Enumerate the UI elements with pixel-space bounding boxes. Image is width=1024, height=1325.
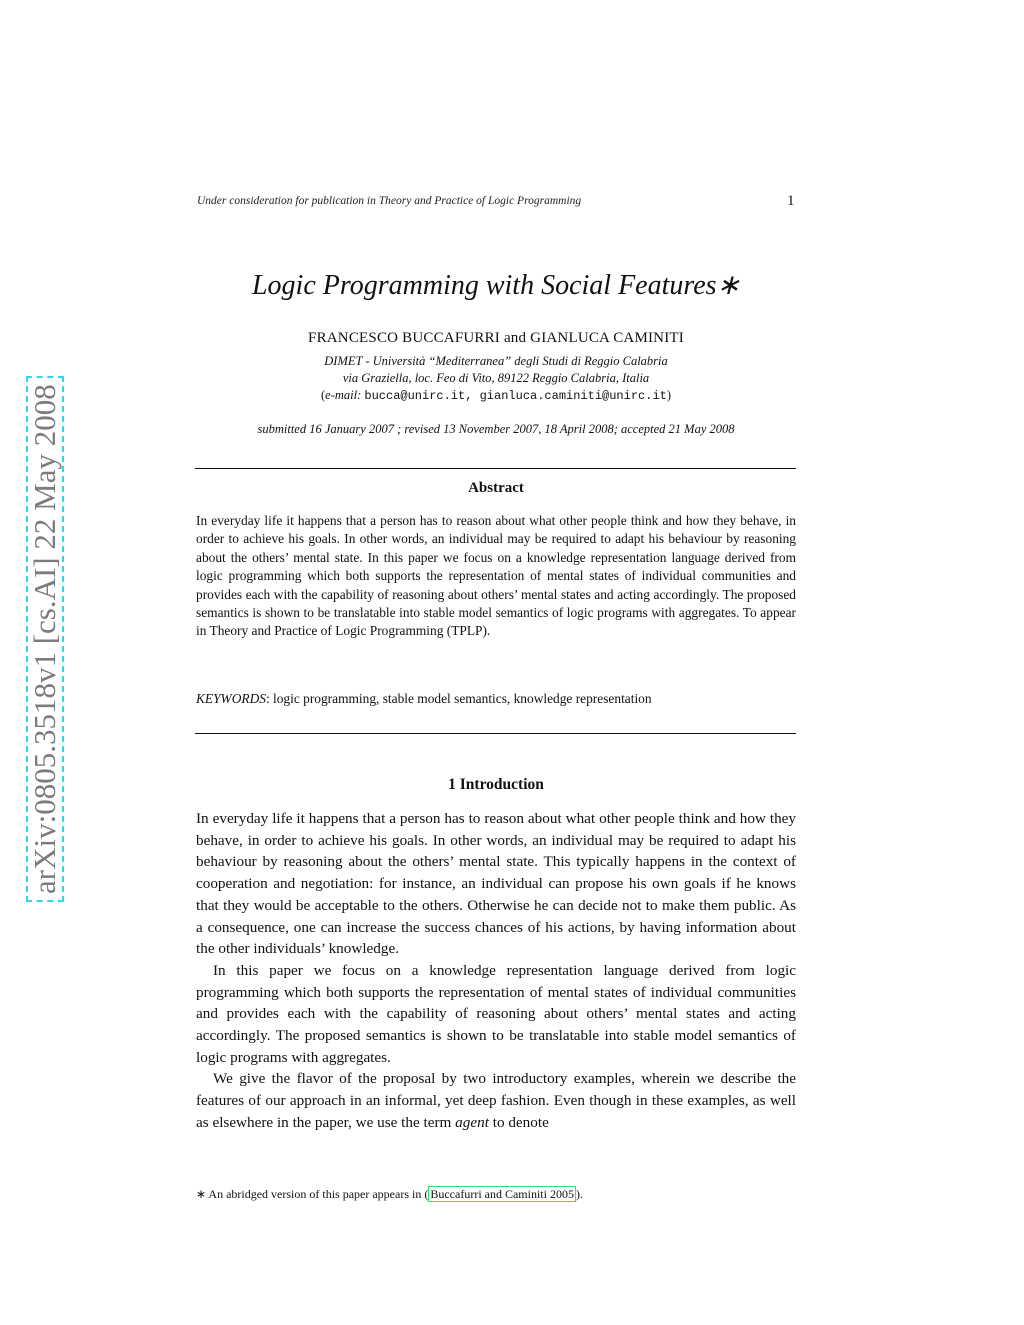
arxiv-stamp-link[interactable]: arXiv:0805.3518v1 [cs.AI] 22 May 2008 bbox=[26, 376, 64, 902]
page-number: 1 bbox=[787, 193, 795, 209]
paragraph-3-tail: to denote bbox=[488, 1113, 549, 1131]
keywords-list: : logic programming, stable model semantics, knowledge representation bbox=[265, 691, 652, 706]
term-agent: agent bbox=[455, 1113, 489, 1131]
citation-link[interactable]: Buccafurri and Caminiti 2005 bbox=[430, 1187, 574, 1201]
abstract-text: In everyday life it happens that a person has to reason about what other people think and how they behave, in order to achieve his goals. In other words, an individual may be required to adapt his behaviour by reasoning about the others’ mental state. In this paper we focus on a knowledge representation language derived from logic programming which both supports the representation of mental states of individual communities and provides each with the capability of reasoning about others’ mental states and acting accordingly. The proposed semantics is shown to be translatable into stable model semantics of logic programs with aggregates. To appear in Theory and Practice of Logic Programming (TPLP). bbox=[196, 513, 796, 639]
authors: FRANCESCO BUCCAFURRI and GIANLUCA CAMINITI bbox=[308, 330, 684, 346]
abstract-top-rule bbox=[195, 468, 796, 469]
affiliation-email: (e-mail: bucca@unirc.it, gianluca.caminiti@unirc.it) bbox=[320, 388, 672, 403]
affiliation-line-1: DIMET - Università “Mediterranea” degli Studi di Reggio Calabria bbox=[324, 354, 668, 368]
paragraph-3-text: We give the flavor of the proposal by two introductory examples, wherein we describe the features of our approach in an informal, yet deep fashion. Even though in these examples, as well as elsewhere in the paper, we use the term bbox=[196, 1070, 796, 1131]
abstract-heading: Abstract bbox=[468, 480, 524, 496]
email-addresses[interactable]: bucca@unirc.it, gianluca.caminiti@unirc.it bbox=[364, 389, 667, 403]
paragraph-2: In this paper we focus on a knowledge representation language derived from logic programming which both supports the representation of mental states of individual communities and provides each with the capability of reasoning about others’ mental states and acting accordingly. The proposed semantics is shown to be translatable into stable model semantics of logic programs with aggregates. bbox=[196, 961, 796, 1066]
keywords-label: KEYWORDS bbox=[196, 691, 266, 706]
submission-dates: submitted 16 January 2007 ; revised 13 November 2007, 18 April 2008; accepted 21 May 2008 bbox=[257, 422, 735, 436]
footnote-text: An abridged version of this paper appears in ( bbox=[206, 1187, 429, 1201]
footnote-marker: ∗ bbox=[196, 1187, 207, 1201]
email-label: e-mail: bbox=[325, 388, 362, 402]
paper-title: Logic Programming with Social Features∗ bbox=[251, 270, 741, 301]
footnote-text-end: ). bbox=[575, 1187, 583, 1201]
paragraph-1: In everyday life it happens that a person has to reason about what other people think and how they behave, in order to achieve his goals. In other words, an individual may be required to adapt his behaviour by reasoning about the others’ mental state. This typically happens in the context of cooperation and negotiation: for instance, an individual can propose his own goals if he knows that they would be acceptable to the others. Otherwise he can decide not to make them public. As a consequence, one can increase the success chances of his actions, by having information about the other individuals’ knowledge. bbox=[196, 810, 796, 958]
abstract-bottom-rule bbox=[195, 733, 796, 734]
running-head: Under consideration for publication in Theory and Practice of Logic Programming bbox=[197, 195, 582, 207]
affiliation-line-2: via Graziella, loc. Feo di Vito, 89122 Reggio Calabria, Italia bbox=[342, 371, 650, 385]
keywords bbox=[196, 690, 796, 708]
footnote bbox=[196, 1187, 796, 1202]
paragraph-3 bbox=[196, 1068, 796, 1133]
introduction-body bbox=[196, 808, 796, 1134]
section-heading-introduction: 1 Introduction bbox=[448, 776, 544, 793]
